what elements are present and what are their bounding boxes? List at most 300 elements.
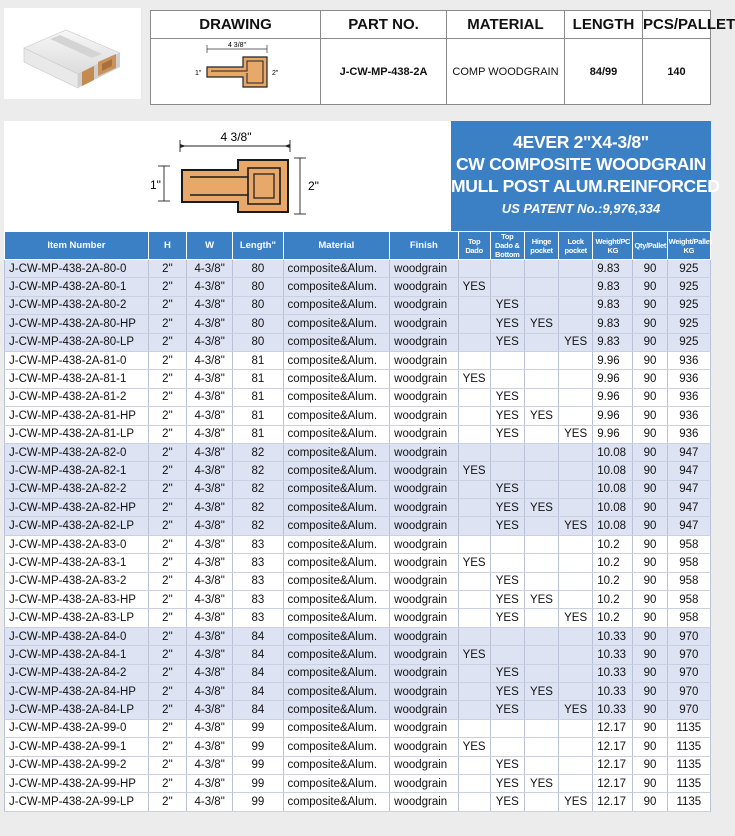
cell-h: 2" [148,646,186,664]
cell-hinge-pocket [524,388,558,406]
cell-w: 4-3/8" [187,517,233,535]
cell-length: 83 [233,535,283,553]
cell-hinge-pocket [524,296,558,314]
cell-weight-pc: 10.08 [593,499,633,517]
cell-material: composite&Alum. [283,701,390,719]
cell-weight-pc: 10.08 [593,462,633,480]
cell-length: 81 [233,388,283,406]
cell-w: 4-3/8" [187,278,233,296]
product-title-line-2: CW COMPOSITE WOODGRAIN [455,154,707,174]
cell-material: composite&Alum. [283,296,390,314]
cell-qty-pallet: 90 [633,756,667,774]
cell-item-number: J-CW-MP-438-2A-80-1 [5,278,149,296]
cell-qty-pallet: 90 [633,591,667,609]
cell-h: 2" [148,425,186,443]
cell-weight-pc: 9.83 [593,260,633,278]
cell-weight-pc: 10.2 [593,535,633,553]
cell-h: 2" [148,719,186,737]
cell-qty-pallet: 90 [633,351,667,369]
cell-weight-pc: 10.2 [593,554,633,572]
cell-top-dado [458,480,490,498]
cell-item-number: J-CW-MP-438-2A-83-0 [5,535,149,553]
cell-top-dado [458,774,490,792]
table-row [5,315,711,333]
cell-length: 82 [233,499,283,517]
cell-length: 82 [233,517,283,535]
cell-finish: woodgrain [390,278,458,296]
cell-top-dado: YES [458,738,490,756]
cell-top-dado-bottom: YES [490,701,524,719]
cell-lock-pocket [559,499,593,517]
cell-weight-pallet: 925 [667,333,710,351]
cell-finish: woodgrain [390,351,458,369]
cell-lock-pocket [559,682,593,700]
cell-lock-pocket [559,407,593,425]
cell-qty-pallet: 90 [633,701,667,719]
cell-top-dado-bottom: YES [490,388,524,406]
cell-weight-pallet: 970 [667,627,710,645]
cell-material: composite&Alum. [283,278,390,296]
cell-weight-pallet: 936 [667,388,710,406]
cell-item-number: J-CW-MP-438-2A-80-2 [5,296,149,314]
cell-top-dado [458,517,490,535]
summary-pcs-pallet: 140 [643,39,711,105]
cell-top-dado-bottom: YES [490,499,524,517]
cell-material: composite&Alum. [283,462,390,480]
cell-item-number: J-CW-MP-438-2A-84-0 [5,627,149,645]
cell-weight-pc: 9.83 [593,315,633,333]
cell-length: 81 [233,407,283,425]
cell-weight-pallet: 1135 [667,719,710,737]
cell-weight-pallet: 947 [667,499,710,517]
cell-w: 4-3/8" [187,793,233,811]
cell-length: 80 [233,260,283,278]
table-row [5,296,711,314]
cell-h: 2" [148,370,186,388]
cell-qty-pallet: 90 [633,738,667,756]
table-row [5,278,711,296]
cell-weight-pallet: 970 [667,646,710,664]
col-w: W [187,232,233,260]
cell-h: 2" [148,388,186,406]
patent-number: US PATENT No.:9,976,334 [501,201,661,216]
cell-lock-pocket [559,664,593,682]
cell-hinge-pocket [524,701,558,719]
cell-finish: woodgrain [390,701,458,719]
cell-lock-pocket [559,738,593,756]
cell-weight-pc: 10.2 [593,609,633,627]
cell-length: 82 [233,462,283,480]
cell-material: composite&Alum. [283,535,390,553]
cell-top-dado-bottom: YES [490,664,524,682]
cell-w: 4-3/8" [187,480,233,498]
cell-weight-pallet: 1135 [667,756,710,774]
spec-table [4,231,711,812]
cell-lock-pocket [559,646,593,664]
cell-top-dado [458,388,490,406]
cell-w: 4-3/8" [187,701,233,719]
cell-lock-pocket [559,296,593,314]
cell-hinge-pocket [524,480,558,498]
cell-weight-pc: 10.2 [593,572,633,590]
cell-item-number: J-CW-MP-438-2A-80-LP [5,333,149,351]
cell-weight-pc: 12.17 [593,774,633,792]
cell-hinge-pocket [524,260,558,278]
cell-w: 4-3/8" [187,370,233,388]
cell-h: 2" [148,664,186,682]
cell-hinge-pocket [524,462,558,480]
cell-lock-pocket [559,260,593,278]
cell-lock-pocket [559,554,593,572]
cell-w: 4-3/8" [187,333,233,351]
cell-top-dado [458,333,490,351]
cell-lock-pocket [559,535,593,553]
cell-top-dado [458,627,490,645]
cell-lock-pocket [559,774,593,792]
cell-material: composite&Alum. [283,517,390,535]
cell-finish: woodgrain [390,774,458,792]
cell-item-number: J-CW-MP-438-2A-84-2 [5,664,149,682]
cell-top-dado-bottom [490,719,524,737]
table-row [5,480,711,498]
product-title-line-1: 4EVER 2"X4-3/8" [513,132,649,152]
cell-hinge-pocket [524,333,558,351]
cell-top-dado [458,682,490,700]
cell-weight-pc: 10.08 [593,443,633,461]
cell-lock-pocket [559,370,593,388]
cell-item-number: J-CW-MP-438-2A-81-1 [5,370,149,388]
summary-table [150,10,735,105]
cell-item-number: J-CW-MP-438-2A-82-HP [5,499,149,517]
cell-lock-pocket [559,756,593,774]
cell-material: composite&Alum. [283,351,390,369]
mull-post-photo-image [4,8,141,99]
cell-material: composite&Alum. [283,370,390,388]
cell-finish: woodgrain [390,480,458,498]
cell-finish: woodgrain [390,719,458,737]
summary-header-length: LENGTH [565,11,643,39]
cell-top-dado-bottom [490,627,524,645]
cell-hinge-pocket: YES [524,591,558,609]
cell-qty-pallet: 90 [633,443,667,461]
cell-lock-pocket: YES [559,333,593,351]
cell-hinge-pocket: YES [524,682,558,700]
cell-h: 2" [148,535,186,553]
cell-h: 2" [148,774,186,792]
col-top-dado: Top Dado [458,232,490,260]
cell-weight-pallet: 925 [667,315,710,333]
col-h: H [148,232,186,260]
cell-top-dado-bottom [490,738,524,756]
cell-length: 99 [233,793,283,811]
cell-hinge-pocket: YES [524,774,558,792]
col-top-dado-bottom: Top Dado & Bottom [490,232,524,260]
cell-lock-pocket [559,627,593,645]
cell-qty-pallet: 90 [633,646,667,664]
table-row [5,591,711,609]
table-row [5,462,711,480]
cell-item-number: J-CW-MP-438-2A-81-LP [5,425,149,443]
cell-weight-pallet: 925 [667,296,710,314]
spec-table-body [5,260,711,812]
cell-item-number: J-CW-MP-438-2A-99-HP [5,774,149,792]
cell-material: composite&Alum. [283,333,390,351]
cell-weight-pallet: 958 [667,609,710,627]
table-row [5,664,711,682]
large-dim-width: 4 3/8" [220,130,252,144]
cell-length: 83 [233,572,283,590]
cell-top-dado [458,664,490,682]
cell-w: 4-3/8" [187,646,233,664]
cell-top-dado-bottom: YES [490,756,524,774]
cell-finish: woodgrain [390,682,458,700]
cell-weight-pallet: 1135 [667,738,710,756]
col-hinge-pocket: Hinge pocket [524,232,558,260]
cell-weight-pc: 9.96 [593,370,633,388]
product-photo [4,8,141,99]
cell-hinge-pocket [524,278,558,296]
cell-qty-pallet: 90 [633,388,667,406]
cell-lock-pocket [559,572,593,590]
cell-weight-pc: 10.33 [593,682,633,700]
cell-material: composite&Alum. [283,572,390,590]
cell-material: composite&Alum. [283,627,390,645]
cell-weight-pc: 12.17 [593,738,633,756]
cell-finish: woodgrain [390,554,458,572]
cell-lock-pocket [559,351,593,369]
cell-length: 82 [233,443,283,461]
cell-length: 80 [233,333,283,351]
col-finish: Finish [390,232,458,260]
cell-top-dado [458,443,490,461]
cell-weight-pc: 10.08 [593,480,633,498]
small-dim-right: 2" [271,70,278,77]
cell-material: composite&Alum. [283,443,390,461]
cell-finish: woodgrain [390,627,458,645]
cell-finish: woodgrain [390,499,458,517]
cell-weight-pc: 10.08 [593,517,633,535]
summary-material: COMP WOODGRAIN [447,39,565,105]
large-dim-right: 2" [308,179,319,193]
cell-weight-pallet: 970 [667,664,710,682]
cell-item-number: J-CW-MP-438-2A-81-2 [5,388,149,406]
cell-lock-pocket [559,719,593,737]
profile-drawing-panel [4,121,451,231]
cell-length: 84 [233,664,283,682]
cell-finish: woodgrain [390,315,458,333]
cell-w: 4-3/8" [187,260,233,278]
cell-w: 4-3/8" [187,609,233,627]
cell-item-number: J-CW-MP-438-2A-82-2 [5,480,149,498]
cell-finish: woodgrain [390,738,458,756]
cell-h: 2" [148,756,186,774]
table-row [5,609,711,627]
cell-w: 4-3/8" [187,462,233,480]
cell-qty-pallet: 90 [633,315,667,333]
cell-w: 4-3/8" [187,443,233,461]
cell-weight-pc: 12.17 [593,719,633,737]
cell-top-dado-bottom: YES [490,591,524,609]
cell-top-dado: YES [458,278,490,296]
cell-w: 4-3/8" [187,682,233,700]
cell-top-dado-bottom: YES [490,572,524,590]
cell-finish: woodgrain [390,388,458,406]
cell-material: composite&Alum. [283,315,390,333]
cell-material: composite&Alum. [283,756,390,774]
large-dim-left: 1" [150,178,161,192]
cell-finish: woodgrain [390,443,458,461]
cell-weight-pallet: 936 [667,407,710,425]
cell-item-number: J-CW-MP-438-2A-81-0 [5,351,149,369]
cell-length: 99 [233,738,283,756]
cell-qty-pallet: 90 [633,260,667,278]
cell-weight-pallet: 947 [667,480,710,498]
cell-qty-pallet: 90 [633,333,667,351]
cell-qty-pallet: 90 [633,296,667,314]
cell-length: 80 [233,315,283,333]
cell-top-dado-bottom [490,370,524,388]
cell-weight-pallet: 1135 [667,774,710,792]
cell-top-dado-bottom [490,646,524,664]
table-row [5,554,711,572]
cell-lock-pocket: YES [559,425,593,443]
summary-header-material: MATERIAL [447,11,565,39]
col-material: Material [283,232,390,260]
cell-h: 2" [148,701,186,719]
cell-w: 4-3/8" [187,351,233,369]
cell-material: composite&Alum. [283,682,390,700]
cell-lock-pocket: YES [559,609,593,627]
cell-w: 4-3/8" [187,756,233,774]
summary-header-drawing: DRAWING [151,11,321,39]
cell-item-number: J-CW-MP-438-2A-84-LP [5,701,149,719]
cell-h: 2" [148,462,186,480]
cell-material: composite&Alum. [283,793,390,811]
cell-lock-pocket: YES [559,793,593,811]
cell-qty-pallet: 90 [633,480,667,498]
cell-length: 84 [233,701,283,719]
cell-hinge-pocket [524,646,558,664]
table-row [5,407,711,425]
cell-finish: woodgrain [390,664,458,682]
cell-length: 82 [233,480,283,498]
cell-item-number: J-CW-MP-438-2A-83-1 [5,554,149,572]
cell-w: 4-3/8" [187,554,233,572]
cell-h: 2" [148,738,186,756]
cell-hinge-pocket [524,793,558,811]
cell-hinge-pocket [524,756,558,774]
cell-length: 84 [233,627,283,645]
cell-h: 2" [148,627,186,645]
cell-material: composite&Alum. [283,554,390,572]
cell-qty-pallet: 90 [633,278,667,296]
cell-w: 4-3/8" [187,315,233,333]
cell-item-number: J-CW-MP-438-2A-82-1 [5,462,149,480]
cell-h: 2" [148,260,186,278]
cell-hinge-pocket [524,351,558,369]
cell-lock-pocket [559,315,593,333]
cell-qty-pallet: 90 [633,682,667,700]
cell-material: composite&Alum. [283,499,390,517]
cell-length: 99 [233,756,283,774]
cell-lock-pocket [559,278,593,296]
table-row [5,756,711,774]
cell-hinge-pocket [524,370,558,388]
cell-item-number: J-CW-MP-438-2A-83-HP [5,591,149,609]
cell-length: 81 [233,351,283,369]
cell-weight-pc: 10.33 [593,701,633,719]
cell-top-dado-bottom [490,554,524,572]
col-item-number: Item Number [5,232,149,260]
cell-h: 2" [148,333,186,351]
cell-top-dado-bottom [490,535,524,553]
summary-header-pcs-pallet: PCS/PALLET [643,11,711,39]
cell-qty-pallet: 90 [633,572,667,590]
spec-table-header [5,232,711,260]
small-profile-drawing [171,39,301,101]
table-row [5,517,711,535]
cell-w: 4-3/8" [187,499,233,517]
cell-top-dado [458,572,490,590]
table-row [5,682,711,700]
cell-weight-pallet: 947 [667,517,710,535]
cell-w: 4-3/8" [187,296,233,314]
cell-item-number: J-CW-MP-438-2A-80-0 [5,260,149,278]
cell-top-dado [458,591,490,609]
cell-h: 2" [148,480,186,498]
cell-lock-pocket [559,480,593,498]
cell-qty-pallet: 90 [633,462,667,480]
cell-top-dado-bottom: YES [490,296,524,314]
cell-lock-pocket [559,388,593,406]
cell-h: 2" [148,572,186,590]
cell-hinge-pocket [524,554,558,572]
cell-top-dado [458,499,490,517]
summary-drawing-cell [151,39,321,105]
cell-finish: woodgrain [390,591,458,609]
cell-weight-pc: 9.83 [593,278,633,296]
cell-qty-pallet: 90 [633,425,667,443]
table-row [5,701,711,719]
cell-top-dado [458,609,490,627]
cell-length: 81 [233,425,283,443]
cell-lock-pocket [559,462,593,480]
col-length: Length" [233,232,283,260]
cell-item-number: J-CW-MP-438-2A-82-0 [5,443,149,461]
cell-qty-pallet: 90 [633,609,667,627]
cell-weight-pallet: 1135 [667,793,710,811]
cell-weight-pc: 12.17 [593,793,633,811]
cell-item-number: J-CW-MP-438-2A-84-HP [5,682,149,700]
cell-top-dado: YES [458,646,490,664]
cell-top-dado [458,719,490,737]
cell-top-dado-bottom [490,278,524,296]
cell-qty-pallet: 90 [633,664,667,682]
cell-weight-pallet: 958 [667,572,710,590]
cell-finish: woodgrain [390,407,458,425]
cell-finish: woodgrain [390,609,458,627]
cell-finish: woodgrain [390,333,458,351]
cell-weight-pallet: 936 [667,425,710,443]
product-title-line-3: MULL POST ALUM.REINFORCED [451,176,720,196]
summary-length: 84/99 [565,39,643,105]
cell-top-dado-bottom: YES [490,407,524,425]
cell-material: composite&Alum. [283,480,390,498]
cell-weight-pc: 9.96 [593,351,633,369]
cell-material: composite&Alum. [283,425,390,443]
cell-top-dado [458,260,490,278]
cell-weight-pc: 10.33 [593,627,633,645]
